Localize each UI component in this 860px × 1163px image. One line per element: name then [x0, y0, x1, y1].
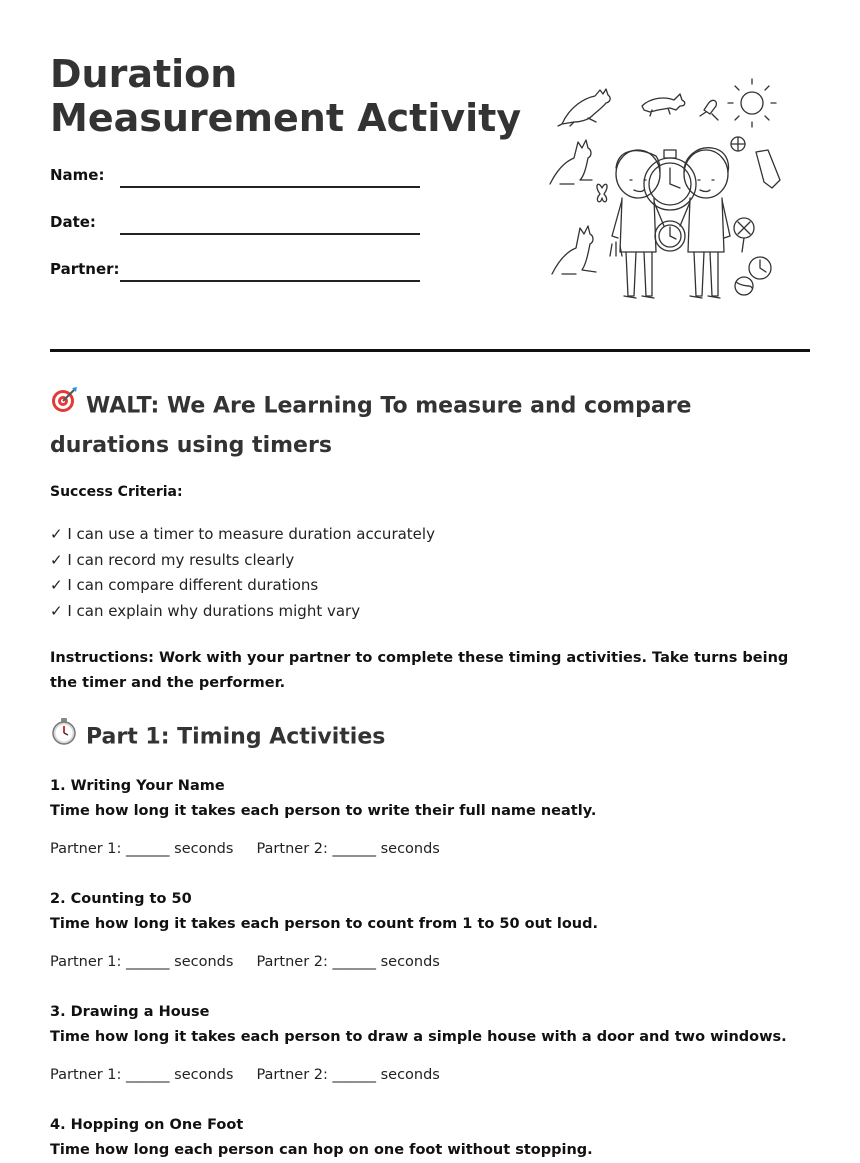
activity-title: 3. Drawing a House [50, 1004, 210, 1020]
header-divider [50, 349, 810, 352]
activity-description: Time how long it takes each person to write their full name neatly. [50, 803, 597, 819]
activity-3 [50, 1000, 810, 1083]
stopwatch-icon [50, 717, 78, 758]
instructions-text: Instructions: Work with your partner to complete these timing activities. Take turns being the timer and the performer. [50, 650, 789, 691]
date-label: Date: [50, 213, 96, 231]
date-field[interactable] [50, 213, 430, 243]
activity-results [50, 841, 810, 857]
success-criteria-heading: Success Criteria: [50, 484, 183, 500]
partner-label: Partner: [50, 260, 120, 278]
activity-1 [50, 774, 810, 857]
activity-title: 4. Hopping on One Foot [50, 1117, 244, 1133]
name-label: Name: [50, 166, 105, 184]
walt-heading [50, 386, 810, 465]
partner1-result[interactable]: Partner 1: ______ seconds [50, 1067, 234, 1083]
page-title: Duration Measurement Activity [50, 52, 522, 140]
partner1-result[interactable]: Partner 1: ______ seconds [50, 954, 234, 970]
sock-icon [756, 150, 780, 188]
activity-description: Time how long each person can hop on one foot without stopping. [50, 1142, 593, 1158]
butterfly-icon [597, 184, 607, 202]
walt-text: WALT: We Are Learning To measure and compare durations using timers [50, 393, 692, 458]
partner-line[interactable] [120, 280, 420, 282]
activity-results [50, 1067, 810, 1083]
part1-heading [50, 717, 385, 758]
activity-title: 2. Counting to 50 [50, 891, 192, 907]
kangaroo-icon-3 [552, 226, 596, 274]
name-field[interactable] [50, 166, 430, 196]
kangaroo-icon [558, 89, 610, 126]
target-icon [50, 386, 78, 427]
partner2-result[interactable]: Partner 2: ______ seconds [256, 1067, 440, 1083]
activity-title: 1. Writing Your Name [50, 778, 225, 794]
boy-left-icon [612, 150, 664, 298]
partner1-result[interactable]: Partner 1: ______ seconds [50, 841, 234, 857]
activity-description: Time how long it takes each person to draw a simple house with a door and two windows. [50, 1029, 787, 1045]
partner2-result[interactable]: Partner 2: ______ seconds [256, 841, 440, 857]
date-line[interactable] [120, 233, 420, 235]
kids-stopwatch-illustration [540, 76, 790, 308]
boy-right-icon [680, 148, 730, 298]
name-line[interactable] [120, 186, 420, 188]
partner2-result[interactable]: Partner 2: ______ seconds [256, 954, 440, 970]
activity-2 [50, 887, 810, 970]
criteria-item: ✓ I can explain why durations might vary [50, 601, 361, 620]
activity-4 [50, 1113, 810, 1163]
activity-description: Time how long it takes each person to count from 1 to 50 out loud. [50, 916, 599, 932]
partner-field[interactable] [50, 260, 430, 290]
activity-results [50, 954, 810, 970]
criteria-item: ✓ I can record my results clearly [50, 550, 295, 569]
criteria-item: ✓ I can compare different durations [50, 576, 319, 595]
success-criteria-list [50, 522, 435, 624]
criteria-item: ✓ I can use a timer to measure duration accurately [50, 525, 435, 543]
part1-title: Part 1: Timing Activities [86, 724, 386, 750]
kangaroo-icon-2 [550, 140, 592, 184]
jumping-figure-icon [700, 100, 718, 120]
animal-icon [642, 94, 685, 116]
sun-icon [728, 79, 776, 127]
